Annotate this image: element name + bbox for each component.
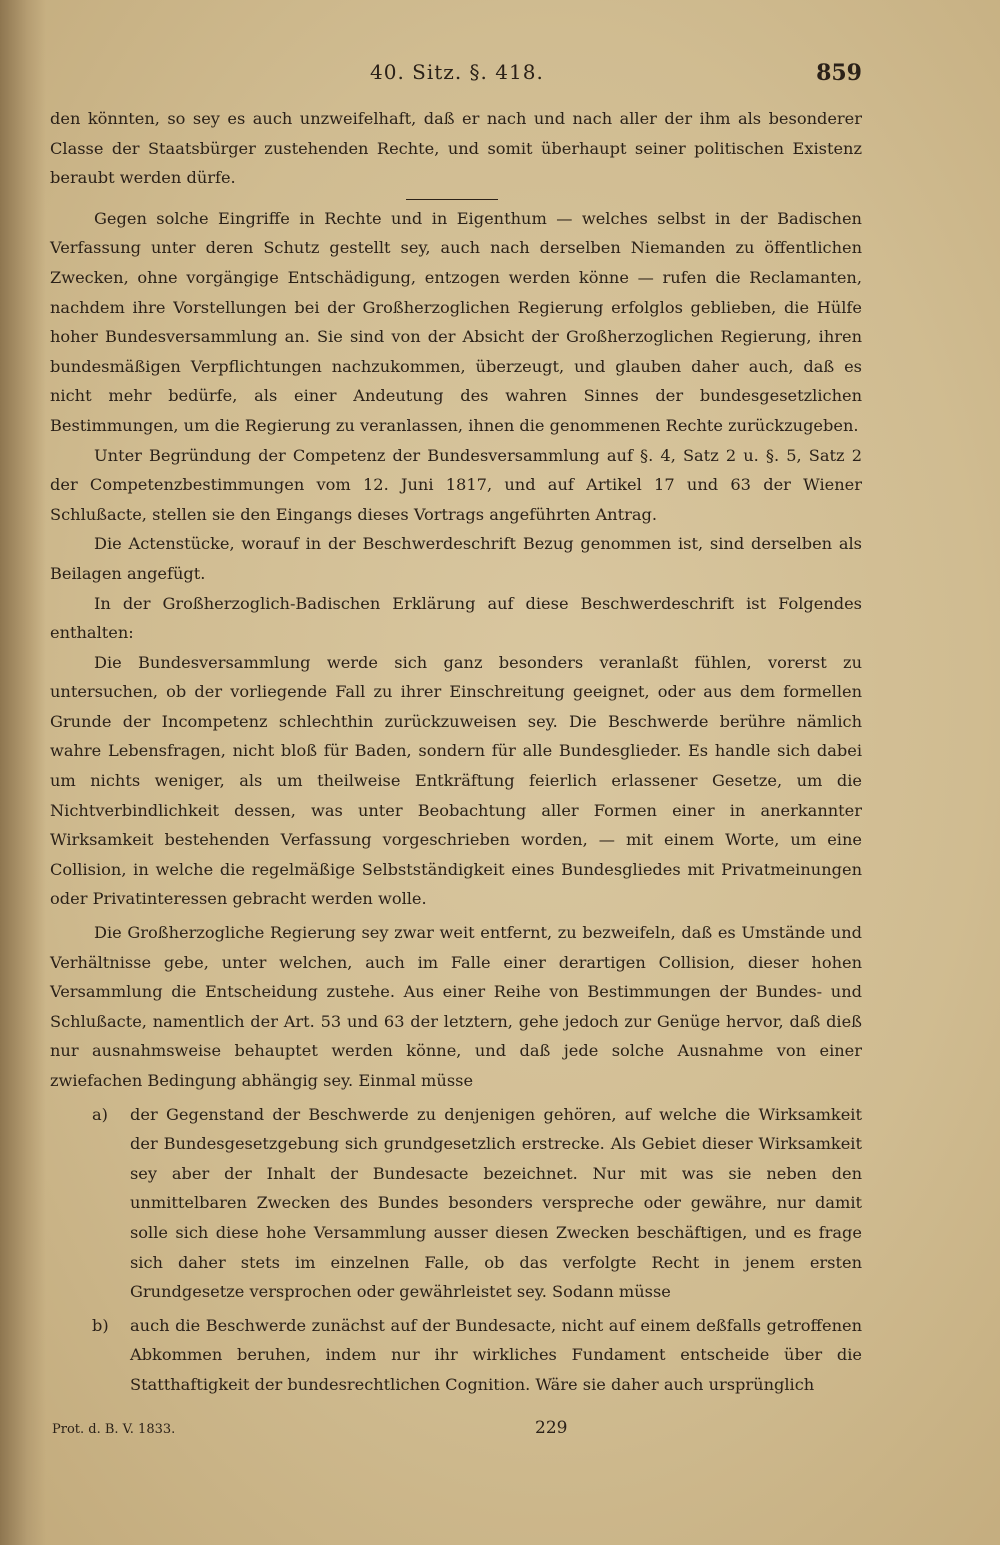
page-number: 859	[816, 60, 862, 86]
running-head: 40. Sitz. §. 418.	[370, 60, 544, 84]
paragraph: Gegen solche Eingriffe in Rechte und in Eigenthum — welches selbst in der Badischen Verfassung unter deren Schutz gestellt sey, auch nach derselben Niemanden zu öffentlichen Zwecken, ohne vorgängige Entschädigung, entzogen werden könne — rufen die Reclamanten, nachdem ihre Vorstellungen bei der Großherzoglichen Regierung erfolglos geblieben, die Hülfe hoher Bundesversammlung an. Sie sind von der Absicht der Großherzoglichen Regierung, ihren bundesmäßigen Verpflichtungen nachzukommen, überzeugt, und glauben daher auch, daß es nicht mehr bedürfe, als einer Andeutung des wahren Sinnes der bundesgesetzlichen Bestimmungen, um die Regierung zu veranlassen, ihnen die genommenen Rechte zurückzugeben.	[50, 208, 862, 435]
paragraph: Die Großherzogliche Regierung sey zwar weit entfernt, zu bezweifeln, daß es Umstände und Verhältnisse gebe, unter welchen, auch im Falle einer derartigen Collision, dieser hohen Versammlung die Entscheidung zustehe. Aus einer Reihe von Bestimmungen der Bundes- und Schlußacte, namentlich der Art. 53 und 63 der letztern, gehe jedoch zur Genüge hervor, daß dieß nur ausnahmsweise behauptet werden könne, und daß jede solche Ausnahme von einer zwiefachen Bedingung abhängig sey. Einmal müsse	[50, 923, 862, 1090]
paragraph: In der Großherzoglich-Badischen Erklärung auf diese Beschwerdeschrift ist Folgendes enthalten:	[50, 593, 862, 643]
page-header	[50, 60, 862, 90]
list-item	[50, 1311, 862, 1400]
list-item-text: auch die Beschwerde zunächst auf der Bundesacte, nicht auf einem deßfalls getroffenen Abkommen beruhen, indem nur ihr wirkliches Fundament entscheide über die Statthaftigkeit der bundesrechtlichen Cognition. Wäre sie daher auch ursprünglich	[130, 1315, 862, 1394]
list-item-marker: b)	[92, 1315, 109, 1335]
sheet-number: 229	[535, 1418, 568, 1438]
paragraph: Unter Begründung der Competenz der Bundesversammlung auf §. 4, Satz 2 u. §. 5, Satz 2 der Competenzbestimmungen vom 12. Juni 1817, und auf Artikel 17 und 63 der Wiener Schlußacte, stellen sie den Eingangs dieses Vortrags angeführten Antrag.	[50, 445, 862, 524]
list-item-marker: a)	[92, 1104, 108, 1124]
page-binding-shadow	[0, 0, 46, 1545]
section-divider	[406, 199, 498, 200]
page-body	[50, 104, 862, 1400]
paragraph: Die Bundesversammlung werde sich ganz besonders veranlaßt fühlen, vorerst zu untersuchen, ob der vorliegende Fall zu ihrer Einschreitung geeignet, oder aus dem formellen Grunde der Incompetenz schlechthin zurückzuweisen sey. Die Beschwerde berühre nämlich wahre Lebensfragen, nicht bloß für Baden, sondern für alle Bundesglieder. Es handle sich dabei um nichts weniger, als um theilweise Entkräftung feierlich erlassener Gesetze, um die Nichtverbindlichkeit dessen, was unter Beobachtung aller Formen einer in anerkannter Wirksamkeit bestehenden Verfassung vorgeschrieben worden, — mit einem Worte, um eine Collision, in welche die regelmäßige Selbstständigkeit eines Bundesgliedes mit Privatmeinungen oder Privatinteressen gebracht werden wolle.	[50, 652, 862, 909]
paragraph: Die Actenstücke, worauf in der Beschwerdeschrift Bezug genommen ist, sind derselben als Beilagen angefügt.	[50, 534, 862, 583]
printer-signature: Prot. d. B. V. 1833.	[52, 1422, 176, 1437]
page-footer	[50, 1418, 862, 1442]
paragraph-continuation: den könnten, so sey es auch unzweifelhaft, daß er nach und nach aller der ihm als besonderer Classe der Staatsbürger zustehenden Rechte, und somit überhaupt seiner politischen Existenz beraubt werden dürfe.	[50, 109, 862, 188]
list-item	[50, 1100, 862, 1307]
list-item-text: der Gegenstand der Beschwerde zu denjenigen gehören, auf welche die Wirksamkeit der Bundesgesetzgebung sich grundgesetzlich erstrecke. Als Gebiet dieser Wirksamkeit sey aber der Inhalt der Bundesacte bezeichnet. Nur mit was sie neben den unmittelbaren Zwecken des Bundes besonders verspreche oder gewähre, nur damit solle sich diese hohe Versammlung ausser diesen Zwecken beschäftigen, und es frage sich daher stets im einzelnen Falle, ob das verfolgte Recht in jenem ersten Grundgesetze versprochen oder gewährleistet sey. Sodann müsse	[130, 1104, 862, 1302]
